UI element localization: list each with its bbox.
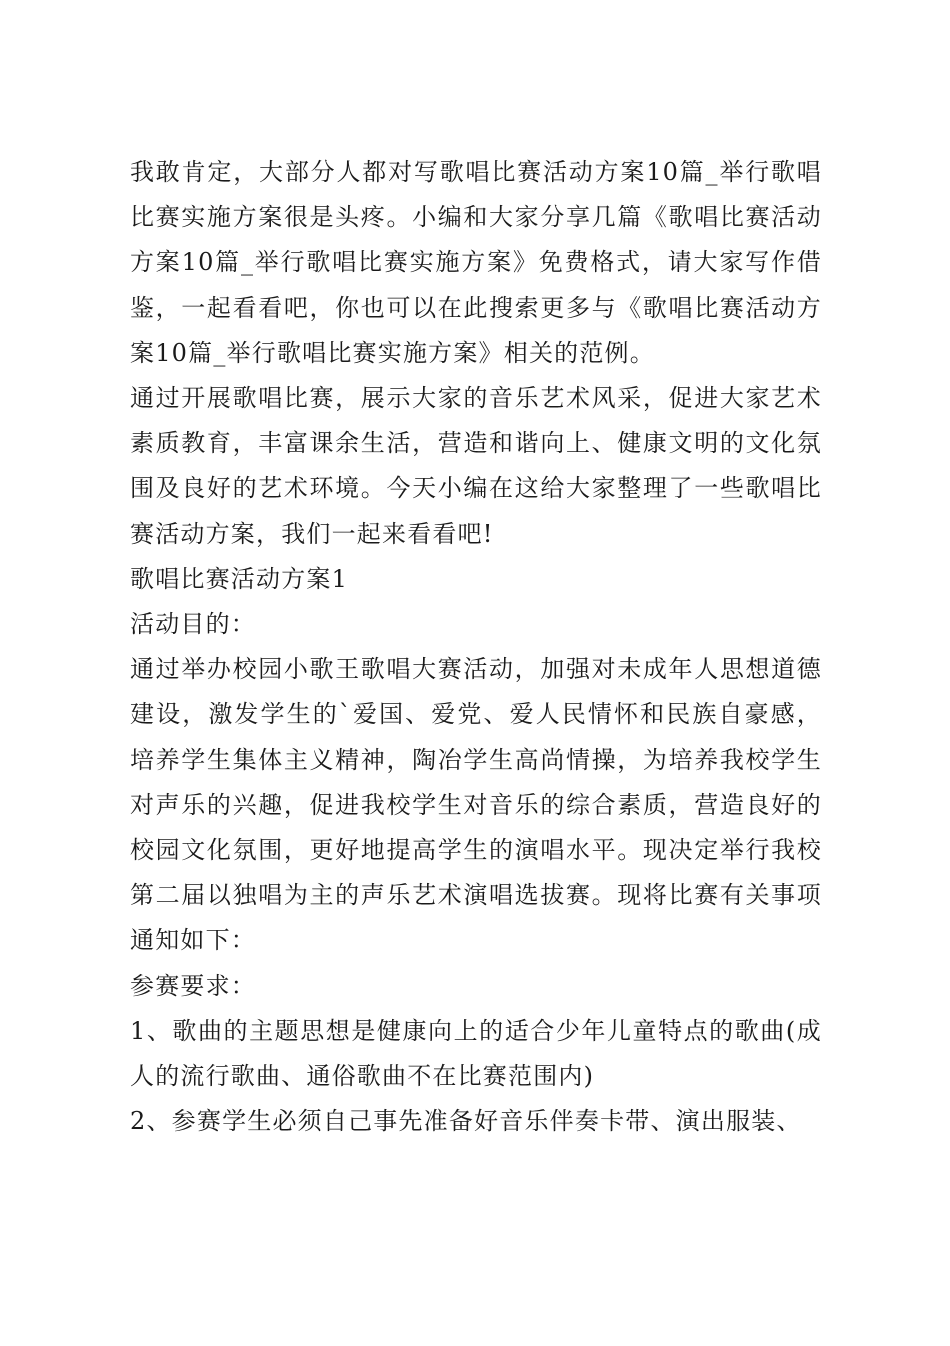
requirement-item: 2、参赛学生必须自己事先准备好音乐伴奏卡带、演出服装、 bbox=[130, 1107, 802, 1136]
background-paragraph: 通过开展歌唱比赛，展示大家的音乐艺术风采，促进大家艺术素质教育，丰富课余生活，营造和谐向上、健康文明的文化氛围及良好的艺术环境。今天小编在这给大家整理了一些歌唱比赛活动方案，我们一起来看看吧! bbox=[130, 384, 822, 548]
requirements-heading: 参赛要求： bbox=[130, 971, 256, 1000]
section-title: 歌唱比赛活动方案1 bbox=[130, 564, 349, 593]
requirement-item: 1、歌曲的主题思想是健康向上的适合少年儿童特点的歌曲(成人的流行歌曲、通俗歌曲不在比赛范围内) bbox=[130, 1016, 822, 1091]
purpose-heading: 活动目的： bbox=[130, 610, 256, 639]
purpose-paragraph: 通过举办校园小歌王歌唱大赛活动，加强对未成年人思想道德建设，激发学生的`爱国、爱党、爱人民情怀和民族自豪感，培养学生集体主义精神，陶冶学生高尚情操，为培养我校学生对声乐的兴趣，促进我校学生对音乐的综合素质，营造良好的校园文化氛围，更好地提高学生的演唱水平。现决定举行我校第二届以独唱为主的声乐艺术演唱选拔赛。现将比赛有关事项通知如下： bbox=[130, 655, 822, 955]
intro-paragraph: 我敢肯定，大部分人都对写歌唱比赛活动方案10篇_举行歌唱比赛实施方案很是头疼。小编和大家分享几篇《歌唱比赛活动方案10篇_举行歌唱比赛实施方案》免费格式，请大家写作借鉴，一起看看吧，你也可以在此搜索更多与《歌唱比赛活动方案10篇_举行歌唱比赛实施方案》相关的范例。 bbox=[130, 158, 822, 367]
document-body bbox=[130, 150, 822, 1144]
